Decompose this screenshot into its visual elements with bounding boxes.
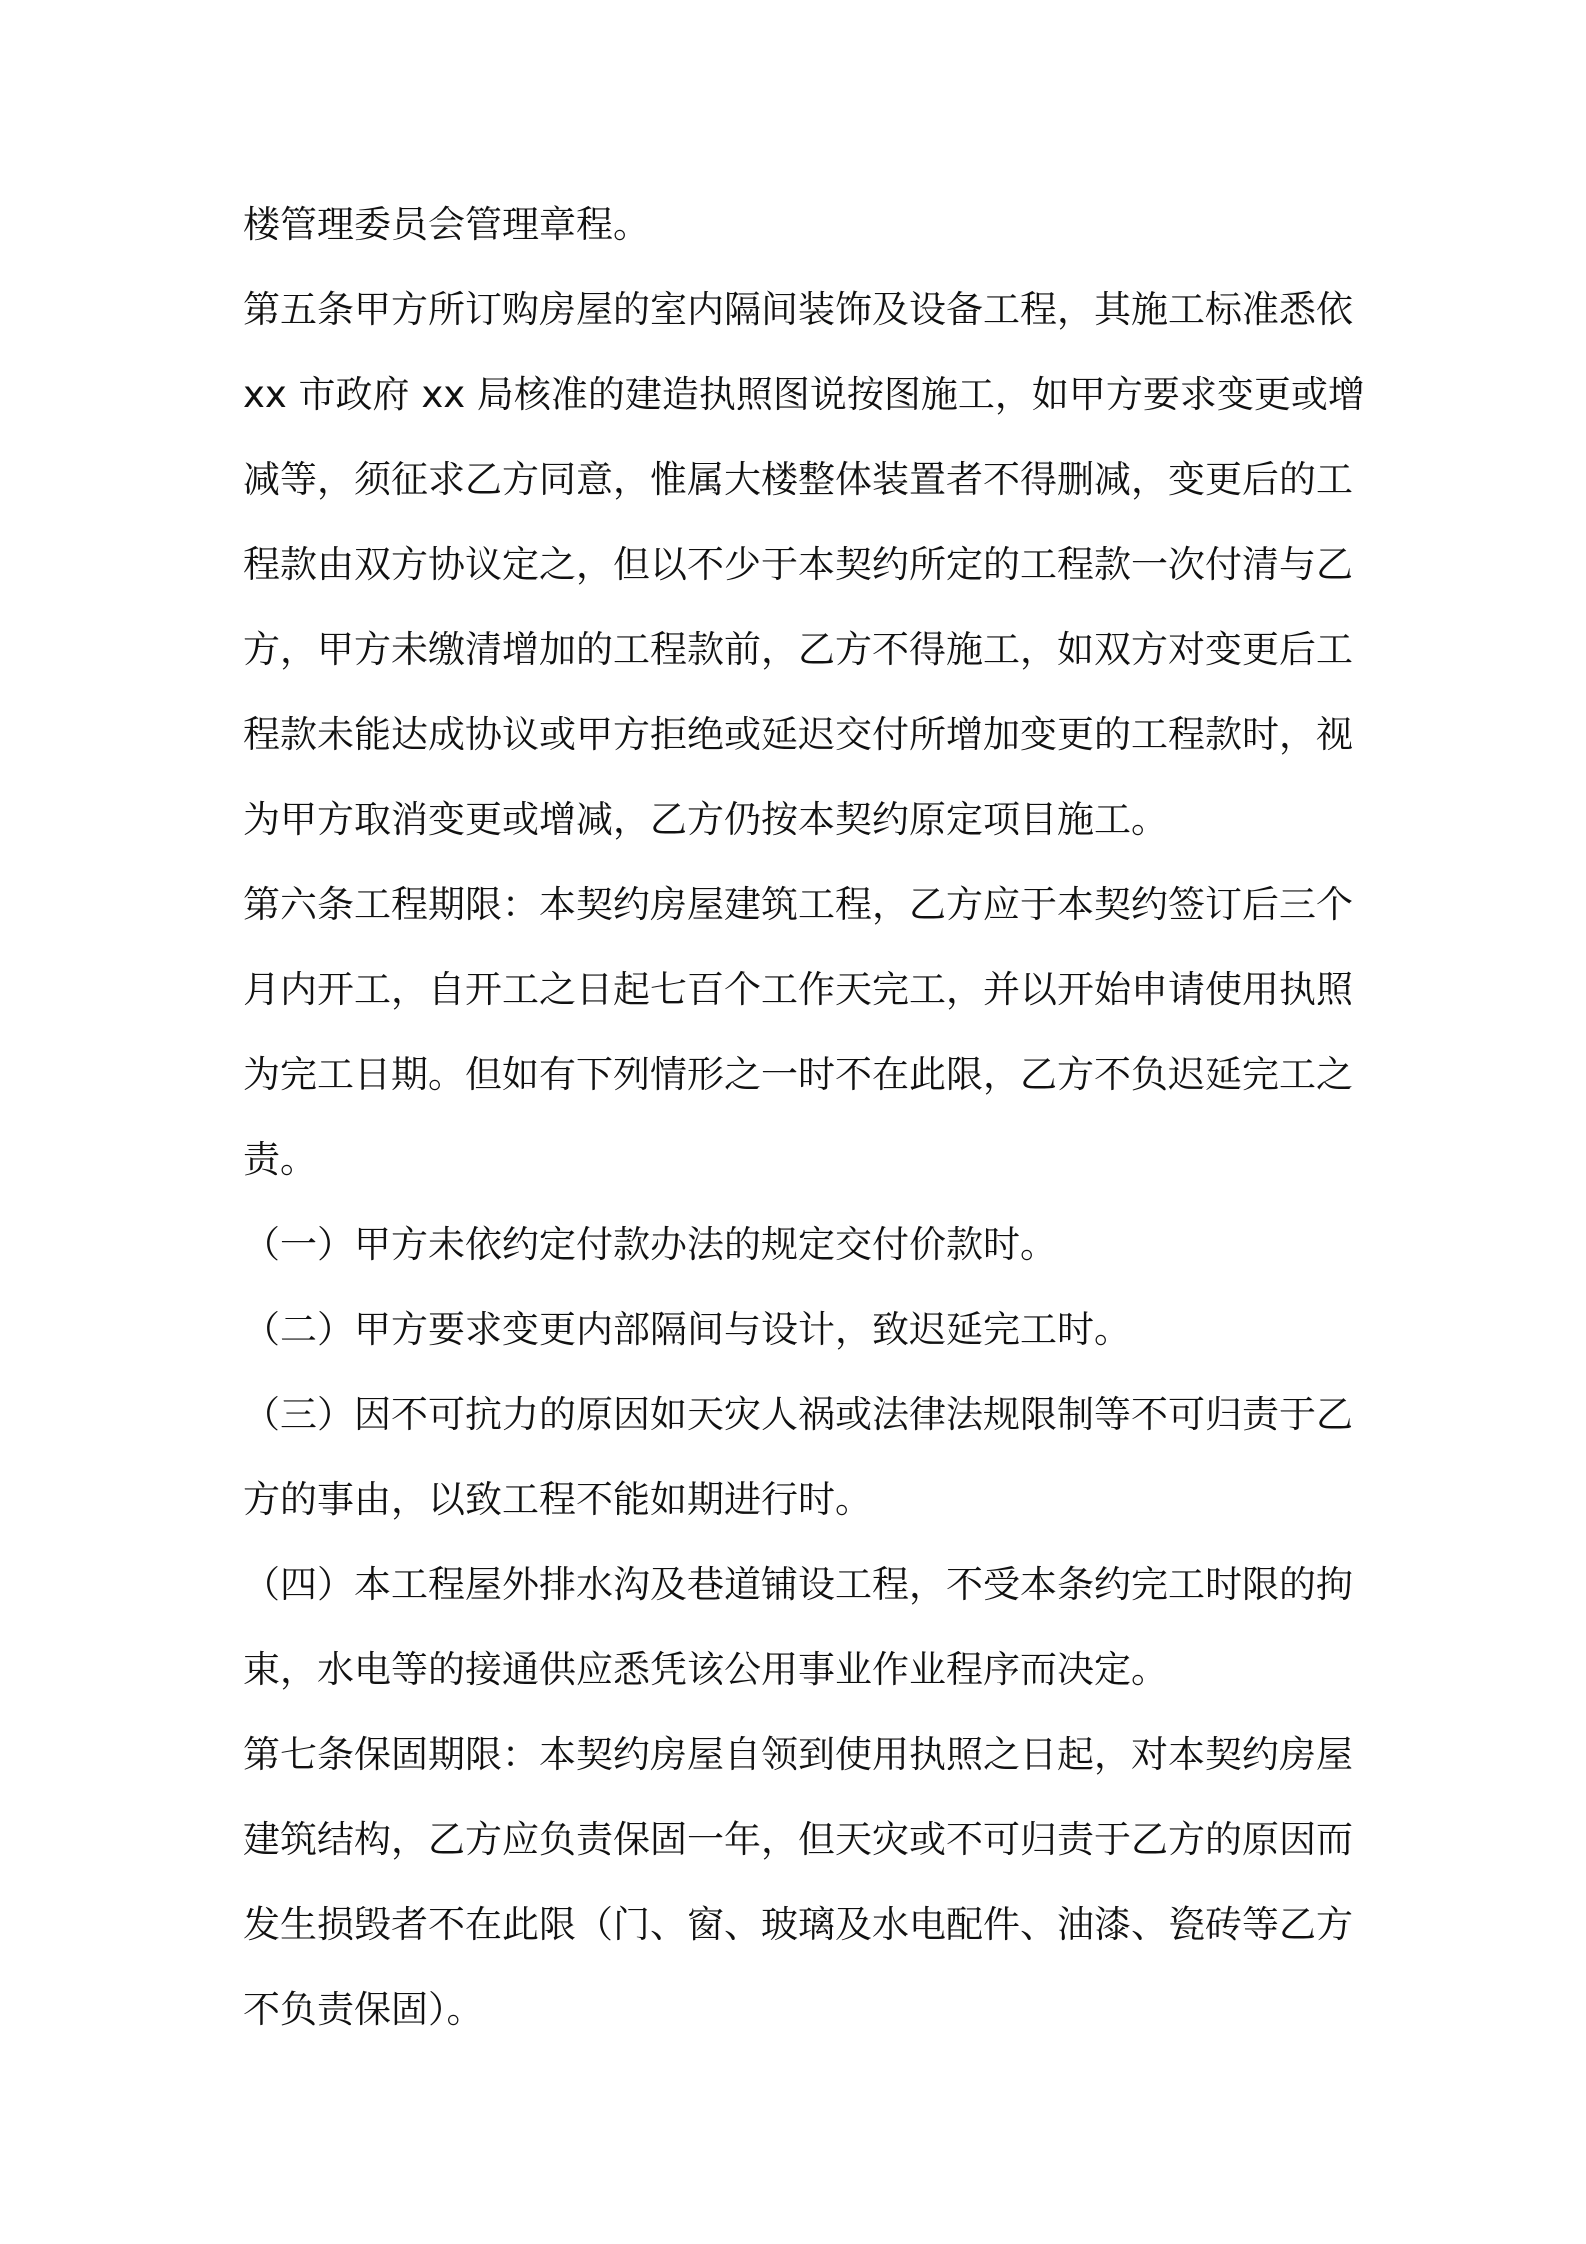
- text-line: 第七条保固期限：本契约房屋自领到使用执照之日起，对本契约房屋: [243, 1733, 1353, 1776]
- text-line: 为完工日期。但如有下列情形之一时不在此限，乙方不负迟延完工之: [243, 1053, 1353, 1096]
- text-line: 责。: [243, 1138, 317, 1181]
- text-line: 为甲方取消变更或增减，乙方仍按本契约原定项目施工。: [243, 798, 1168, 841]
- text-line: 第五条甲方所订购房屋的室内隔间装饰及设备工程，其施工标准悉依: [243, 288, 1353, 331]
- text-line: （四）本工程屋外排水沟及巷道铺设工程，不受本条约完工时限的拘: [243, 1563, 1353, 1606]
- text-line: xx 市政府 xx 局核准的建造执照图说按图施工，如甲方要求变更或增: [243, 373, 1365, 416]
- text-line: 程款未能达成协议或甲方拒绝或延迟交付所增加变更的工程款时，视: [243, 713, 1353, 756]
- text-line: （三）因不可抗力的原因如天灾人祸或法律法规限制等不可归责于乙: [243, 1393, 1353, 1436]
- text-line: 不负责保固）。: [243, 1988, 484, 2031]
- text-line: 程款由双方协议定之，但以不少于本契约所定的工程款一次付清与乙: [243, 543, 1353, 586]
- text-line: 建筑结构，乙方应负责保固一年，但天灾或不可归责于乙方的原因而: [243, 1818, 1353, 1861]
- text-line: 减等，须征求乙方同意，惟属大楼整体装置者不得删减，变更后的工: [243, 458, 1353, 501]
- text-line: （二）甲方要求变更内部隔间与设计，致迟延完工时。: [243, 1308, 1131, 1351]
- text-line: 第六条工程期限：本契约房屋建筑工程，乙方应于本契约签订后三个: [243, 883, 1353, 926]
- text-line: 方，甲方未缴清增加的工程款前，乙方不得施工，如双方对变更后工: [243, 628, 1353, 671]
- text-line: （一）甲方未依约定付款办法的规定交付价款时。: [243, 1223, 1057, 1266]
- text-line: 方的事由，以致工程不能如期进行时。: [243, 1478, 872, 1521]
- text-line: 发生损毁者不在此限（门、窗、玻璃及水电配件、油漆、瓷砖等乙方: [243, 1903, 1353, 1946]
- text-line: 月内开工，自开工之日起七百个工作天完工，并以开始申请使用执照: [243, 968, 1353, 1011]
- text-line: 束，水电等的接通供应悉凭该公用事业作业程序而决定。: [243, 1648, 1168, 1691]
- text-line: 楼管理委员会管理章程。: [243, 203, 650, 246]
